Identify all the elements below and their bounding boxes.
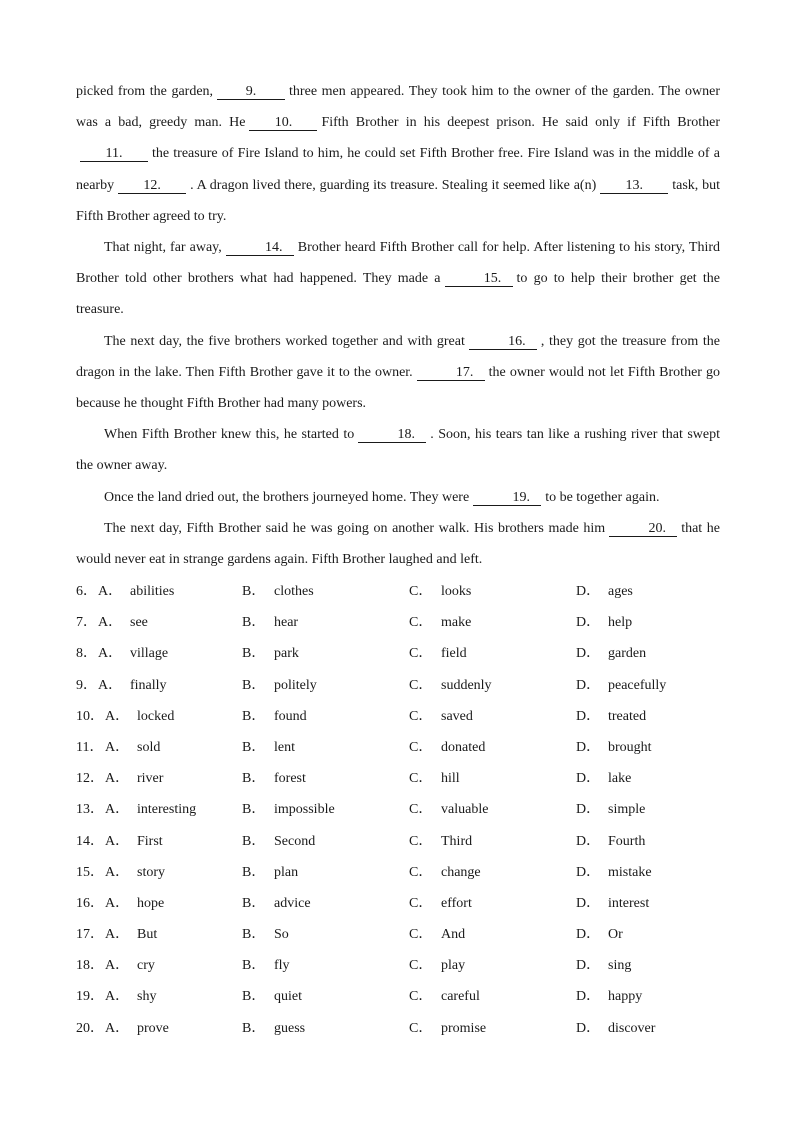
blank-16: 16. xyxy=(469,334,537,350)
question-row-16 xyxy=(76,888,720,919)
passage-text: That night, far away, xyxy=(104,240,222,256)
option-letter-b: B． xyxy=(242,958,266,974)
question-number: 19． xyxy=(76,989,104,1005)
option-text-a[interactable]: interesting xyxy=(137,802,197,818)
option-text-a[interactable]: abilities xyxy=(130,584,175,599)
blank-19: 19. xyxy=(473,490,541,506)
option-text-b[interactable]: Second xyxy=(274,833,316,849)
option-text-d[interactable]: lake xyxy=(608,771,632,787)
blank-13: 13. xyxy=(600,178,668,194)
passage-text: . Soon, his tears tan like a rushing river that swept the owner away. xyxy=(76,427,720,474)
option-text-c[interactable]: effort xyxy=(441,895,472,911)
option-text-c[interactable]: play xyxy=(441,958,466,974)
option-letter-a: A． xyxy=(105,1020,130,1036)
option-letter-c: C． xyxy=(409,615,433,631)
option-text-c[interactable]: Third xyxy=(441,833,473,849)
option-letter-b: B． xyxy=(242,708,266,724)
blank-14: 14. xyxy=(226,240,294,256)
option-text-c[interactable]: promise xyxy=(441,1020,487,1036)
question-number: 6． xyxy=(76,584,97,599)
question-number: 16． xyxy=(76,895,104,911)
option-letter-a: A． xyxy=(105,989,130,1005)
question-number: 9． xyxy=(76,677,97,693)
option-letter-b: B． xyxy=(242,739,266,755)
option-letter-a: A． xyxy=(105,927,130,943)
option-letter-c: C． xyxy=(409,677,433,693)
option-text-d[interactable]: garden xyxy=(608,646,647,662)
option-text-d[interactable]: ages xyxy=(608,584,633,599)
question-row-19 xyxy=(76,981,720,1012)
option-letter-c: C． xyxy=(409,1020,433,1036)
question-number: 7． xyxy=(76,615,97,631)
option-text-d[interactable]: happy xyxy=(608,989,643,1005)
option-text-d[interactable]: treated xyxy=(608,708,647,724)
option-text-b[interactable]: plan xyxy=(274,864,299,880)
question-number: 8． xyxy=(76,646,97,662)
option-text-c[interactable]: change xyxy=(441,864,481,880)
passage-text: the owner would not let Fifth Brother go because he thought Fifth Brother had many powers. xyxy=(76,364,720,412)
blank-10: 10. xyxy=(249,115,317,131)
option-text-b[interactable]: fly xyxy=(274,958,290,974)
option-text-a[interactable]: But xyxy=(137,927,158,943)
option-letter-a: A． xyxy=(105,739,130,755)
question-row-18 xyxy=(76,950,720,981)
option-letter-c: C． xyxy=(409,646,433,662)
question-row-12 xyxy=(76,763,720,794)
blank-17: 17. xyxy=(417,365,485,381)
option-letter-c: C． xyxy=(409,739,433,755)
passage-text: picked from the garden, xyxy=(76,84,214,99)
passage-text: that he would never eat in strange gardens again. Fifth Brother laughed and left. xyxy=(76,520,720,568)
option-letter-b: B． xyxy=(242,646,266,662)
blank-18: 18. xyxy=(358,427,426,443)
question-number: 13． xyxy=(76,802,104,818)
question-row-8 xyxy=(76,638,720,669)
blank-11: 11. xyxy=(80,146,148,162)
paragraph-5 xyxy=(76,482,720,513)
blank-20: 20. xyxy=(609,521,677,537)
option-text-d[interactable]: brought xyxy=(608,739,652,755)
option-letter-b: B． xyxy=(242,864,266,880)
question-row-15 xyxy=(76,857,720,888)
question-row-9 xyxy=(76,670,720,701)
option-text-a[interactable]: prove xyxy=(137,1020,169,1036)
option-letter-d: D． xyxy=(576,771,601,787)
question-row-7 xyxy=(76,607,720,638)
passage-text: task, but Fifth Brother agreed to try. xyxy=(76,177,720,224)
paragraph-6 xyxy=(76,513,720,575)
option-letter-b: B． xyxy=(242,615,266,631)
option-text-d[interactable]: sing xyxy=(608,958,632,974)
option-text-b[interactable]: quiet xyxy=(274,989,302,1005)
paragraph-2 xyxy=(76,232,720,326)
option-text-d[interactable]: peacefully xyxy=(608,677,667,693)
option-letter-c: C． xyxy=(409,833,433,849)
option-text-d[interactable]: help xyxy=(608,615,633,631)
question-number: 11． xyxy=(76,739,104,755)
option-text-b[interactable]: guess xyxy=(274,1020,306,1036)
passage-text: Fifth Brother in his deepest prison. He said only if Fifth Brother xyxy=(321,115,721,131)
question-number: 12． xyxy=(76,771,104,787)
option-letter-d: D． xyxy=(576,864,601,880)
option-letter-c: C． xyxy=(409,958,433,974)
passage-text: the treasure of Fire Island to him, he could set Fifth Brother free. Fire Island was in the middle of a nearby xyxy=(76,146,720,193)
option-letter-c: C． xyxy=(409,584,433,599)
passage-text: The next day, the five brothers worked together and with great xyxy=(104,333,465,349)
option-text-d[interactable]: discover xyxy=(608,1020,656,1036)
option-text-c[interactable]: donated xyxy=(441,739,486,755)
option-letter-b: B． xyxy=(242,1020,266,1036)
option-text-b[interactable]: So xyxy=(274,927,289,943)
option-letter-b: B． xyxy=(242,677,266,693)
option-letter-b: B． xyxy=(242,584,266,599)
question-row-17 xyxy=(76,919,720,950)
option-text-a[interactable]: finally xyxy=(130,677,167,693)
option-text-b[interactable]: impossible xyxy=(274,802,335,818)
question-number: 14． xyxy=(76,833,104,849)
option-letter-b: B． xyxy=(242,833,266,849)
option-letter-d: D． xyxy=(576,739,601,755)
option-letter-c: C． xyxy=(409,708,433,724)
passage-text: . A dragon lived there, guarding its treasure. Stealing it seemed like a(n) xyxy=(190,177,597,193)
option-letter-c: C． xyxy=(409,927,433,943)
option-letter-a: A． xyxy=(105,895,130,911)
option-letter-d: D． xyxy=(576,958,601,974)
option-letter-c: C． xyxy=(409,771,433,787)
option-letter-a: A． xyxy=(105,833,130,849)
option-letter-d: D． xyxy=(576,615,601,631)
option-text-b[interactable]: lent xyxy=(274,739,295,755)
question-row-20 xyxy=(76,1013,720,1044)
passage-text: Once the land dried out, the brothers journeyed home. They were xyxy=(104,489,470,505)
question-row-13 xyxy=(76,794,720,825)
option-letter-a: A． xyxy=(98,615,123,631)
option-letter-a: A． xyxy=(105,864,130,880)
option-letter-a: A． xyxy=(105,771,130,787)
option-text-a[interactable]: river xyxy=(137,771,164,787)
option-text-b[interactable]: hear xyxy=(274,615,299,631)
option-text-c[interactable]: hill xyxy=(441,771,460,787)
option-letter-d: D． xyxy=(576,646,601,662)
option-letter-a: A． xyxy=(105,958,130,974)
option-letter-a: A． xyxy=(98,677,123,693)
option-text-c[interactable]: saved xyxy=(441,708,473,724)
paragraph-3 xyxy=(76,326,720,420)
option-letter-d: D． xyxy=(576,1020,601,1036)
option-letter-b: B． xyxy=(242,927,266,943)
option-letter-b: B． xyxy=(242,895,266,911)
option-letter-b: B． xyxy=(242,771,266,787)
passage-text: three men appeared. They took him to the owner of the garden. The owner was a bad, greedy man. He xyxy=(76,84,720,131)
paragraph-4 xyxy=(76,419,720,481)
option-text-d[interactable]: simple xyxy=(608,802,646,818)
blank-9: 9. xyxy=(217,84,285,100)
option-text-c[interactable]: looks xyxy=(441,584,472,599)
option-text-c[interactable]: make xyxy=(441,615,472,631)
option-letter-a: A． xyxy=(105,802,130,818)
question-number: 18． xyxy=(76,958,104,974)
option-text-a[interactable]: First xyxy=(137,833,163,849)
blank-15: 15. xyxy=(445,271,513,287)
option-text-b[interactable]: found xyxy=(274,708,307,724)
question-row-6 xyxy=(76,576,720,607)
option-text-d[interactable]: mistake xyxy=(608,864,652,880)
option-letter-d: D． xyxy=(576,989,601,1005)
question-number: 10． xyxy=(76,708,104,724)
option-text-a[interactable]: hope xyxy=(137,895,165,911)
cloze-passage xyxy=(76,76,720,575)
answer-options xyxy=(76,576,720,1044)
option-letter-c: C． xyxy=(409,895,433,911)
option-letter-d: D． xyxy=(576,677,601,693)
option-text-d[interactable]: interest xyxy=(608,895,650,911)
passage-text: to go to help their brother get the treasure. xyxy=(76,271,720,318)
question-number: 17． xyxy=(76,927,104,943)
option-text-a[interactable]: cry xyxy=(137,958,155,974)
option-text-c[interactable]: careful xyxy=(441,989,480,1005)
option-letter-d: D． xyxy=(576,833,601,849)
passage-text: , they got the treasure from the dragon in the lake. Then Fifth Brother gave it to the owner. xyxy=(76,333,721,380)
passage-text: to be together again. xyxy=(545,489,660,505)
blank-12: 12. xyxy=(118,178,186,194)
option-letter-c: C． xyxy=(409,802,433,818)
option-text-b[interactable]: clothes xyxy=(274,584,314,599)
passage-text: When Fifth Brother knew this, he started to xyxy=(104,427,355,443)
option-text-a[interactable]: story xyxy=(137,864,165,880)
option-text-a[interactable]: locked xyxy=(137,708,175,724)
option-text-b[interactable]: politely xyxy=(274,677,317,693)
option-text-b[interactable]: advice xyxy=(274,895,311,911)
question-row-14 xyxy=(76,826,720,857)
option-text-c[interactable]: field xyxy=(441,646,467,662)
question-number: 15． xyxy=(76,864,104,880)
option-text-b[interactable]: forest xyxy=(274,771,306,787)
option-text-d[interactable]: Or xyxy=(608,927,623,943)
option-text-d[interactable]: Fourth xyxy=(608,833,646,849)
option-text-b[interactable]: park xyxy=(274,646,299,662)
option-letter-a: A． xyxy=(98,646,123,662)
option-letter-a: A． xyxy=(98,584,123,599)
option-text-a[interactable]: shy xyxy=(137,989,157,1005)
question-row-11 xyxy=(76,732,720,763)
option-letter-a: A． xyxy=(105,708,130,724)
question-row-10 xyxy=(76,701,720,732)
option-letter-d: D． xyxy=(576,802,601,818)
option-text-c[interactable]: suddenly xyxy=(441,677,492,693)
question-number: 20． xyxy=(76,1020,104,1036)
option-text-a[interactable]: village xyxy=(130,646,169,662)
paragraph-1 xyxy=(76,76,720,232)
option-text-c[interactable]: And xyxy=(441,927,466,943)
passage-text: Brother heard Fifth Brother call for help. After listening to his story, Third Brother told other brothers what had happened. They made a xyxy=(76,240,721,287)
option-text-c[interactable]: valuable xyxy=(441,802,489,818)
option-letter-d: D． xyxy=(576,584,601,599)
option-letter-c: C． xyxy=(409,989,433,1005)
option-letter-b: B． xyxy=(242,989,266,1005)
option-text-a[interactable]: see xyxy=(130,615,148,631)
option-letter-d: D． xyxy=(576,927,601,943)
option-text-a[interactable]: sold xyxy=(137,739,161,755)
passage-text: The next day, Fifth Brother said he was going on another walk. His brothers made him xyxy=(104,520,606,536)
option-letter-d: D． xyxy=(576,895,601,911)
option-letter-c: C． xyxy=(409,864,433,880)
option-letter-d: D． xyxy=(576,708,601,724)
option-letter-b: B． xyxy=(242,802,266,818)
